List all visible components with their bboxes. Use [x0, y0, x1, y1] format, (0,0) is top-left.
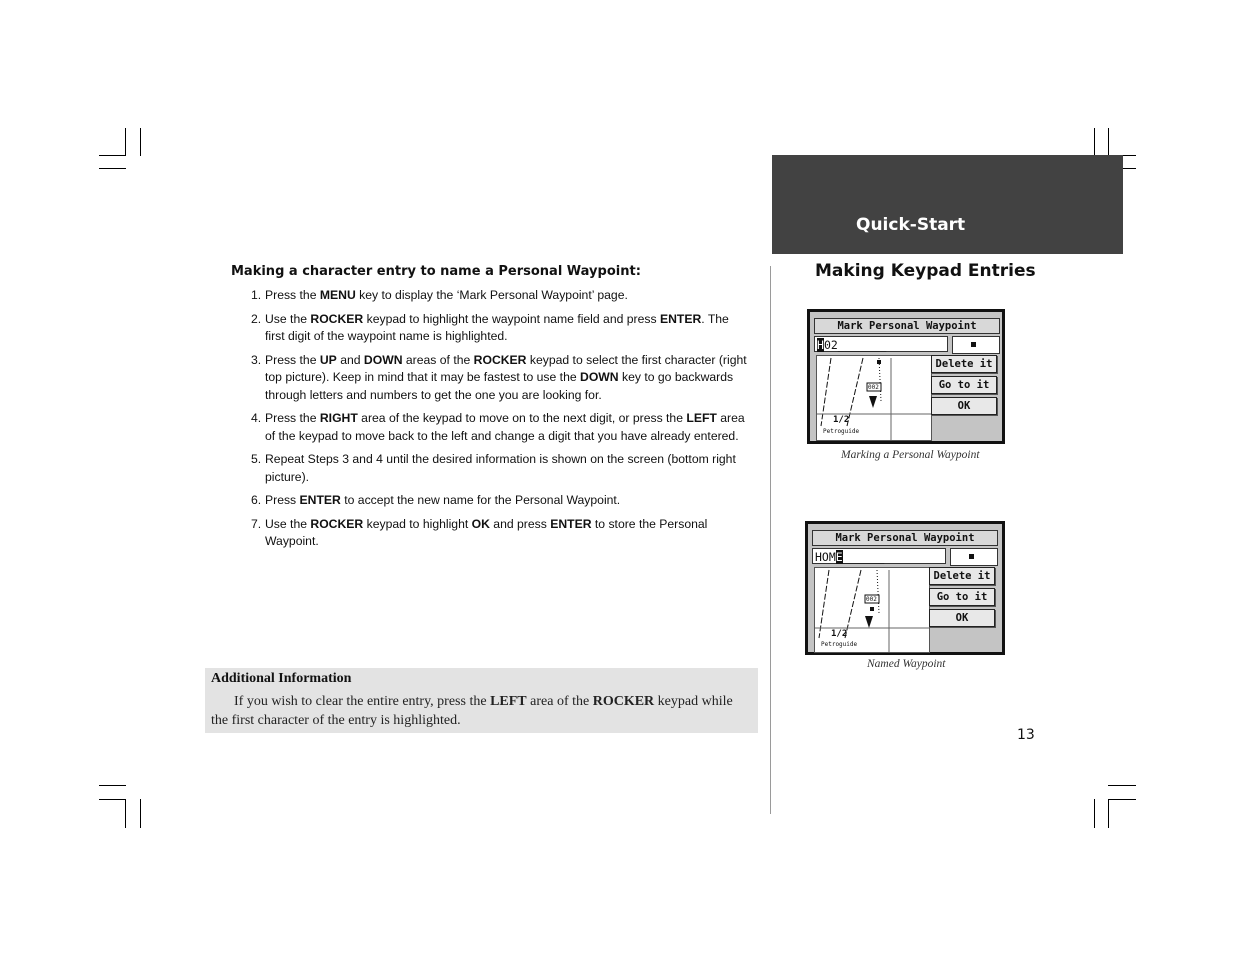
step-number: 7.	[251, 516, 262, 531]
waypoint-name-field: HOME______	[812, 548, 946, 564]
step-number: 3.	[251, 352, 262, 367]
ok-button[interactable]: OK	[929, 609, 995, 627]
step-item: 4. Press the RIGHT area of the keypad to move on to the next digit, or press the LEFT area of the keypad to move back to the left and change a digit that you have already entered.	[251, 411, 745, 443]
section-band-title: Quick-Start	[856, 215, 966, 235]
figure-caption-named: Named Waypoint	[867, 658, 946, 670]
step-item: 1. Press the MENU key to display the ‘Mark Personal Waypoint’ page.	[231, 287, 751, 305]
figure-caption-marking: Marking a Personal Waypoint	[841, 449, 980, 461]
map-footer: Petroguide	[821, 641, 858, 648]
waypoint-symbol-icon	[969, 554, 974, 559]
waypoint-symbol-icon	[971, 342, 976, 347]
map-preview	[814, 567, 930, 653]
position-arrow-icon	[869, 396, 877, 408]
go-to-it-button[interactable]: Go to it	[931, 376, 997, 394]
go-to-it-button[interactable]: Go to it	[929, 588, 995, 606]
steps-list	[231, 287, 751, 557]
info-title: Additional Information	[211, 671, 352, 686]
step-number: 4.	[251, 411, 262, 425]
section-title: Making Keypad Entries	[815, 261, 1036, 281]
map-drawing	[815, 568, 929, 652]
step-number: 6.	[251, 493, 262, 507]
steps-heading: Making a character entry to name a Personal Waypoint:	[231, 264, 641, 279]
info-text: If you wish to clear the entire entry, press the LEFT area of the ROCKER keypad while the first character of the entry is highlighted.	[211, 694, 733, 728]
step-item: 3. Press the UP and DOWN areas of the ROCKER keypad to select the first character (right top picture). Keep in mind that it may be fastest to use the DOWN key to go backwards through letters and numbers to get the one you are looking for.	[251, 352, 747, 402]
gps-screen-named	[805, 521, 1005, 655]
map-waypoint-label: 002	[868, 384, 879, 391]
waypoint-name-field: H02_______	[814, 336, 948, 352]
screen-title: Mark Personal Waypoint	[814, 318, 1000, 334]
delete-it-button[interactable]: Delete it	[931, 355, 997, 373]
page-number: 13	[1017, 727, 1035, 743]
highlighted-character: E	[835, 550, 843, 564]
highlighted-character: H	[817, 338, 824, 352]
waypoint-symbol-field	[952, 336, 1000, 354]
step-number: 2.	[251, 311, 262, 326]
step-item: 6. Press ENTER to accept the new name for the Personal Waypoint.	[231, 492, 751, 510]
map-scale: 1/2	[831, 629, 848, 639]
ok-button[interactable]: OK	[931, 397, 997, 415]
screen-title: Mark Personal Waypoint	[812, 530, 998, 546]
gps-screen-body	[808, 524, 1002, 652]
map-waypoint-label: 002	[866, 596, 877, 603]
gps-screen-body	[810, 312, 1002, 441]
step-number: 1.	[251, 288, 262, 302]
map-footer: Petroguide	[823, 428, 860, 435]
step-item: 5. Repeat Steps 3 and 4 until the desired information is shown on the screen (bottom right picture).	[251, 452, 736, 484]
gps-screen-marking	[807, 309, 1005, 444]
position-arrow-icon	[865, 616, 873, 628]
map-scale: 1/2	[833, 415, 850, 425]
step-item: 7. Use the ROCKER keypad to highlight OK and press ENTER to store the Personal Waypoint.	[251, 516, 708, 548]
step-item: 2. Use the ROCKER keypad to highlight the waypoint name field and press ENTER. The first digit of the waypoint name is highlighted.	[251, 311, 729, 343]
waypoint-symbol-field	[950, 548, 998, 566]
section-band	[772, 155, 1123, 254]
map-preview	[816, 355, 932, 441]
column-divider	[770, 266, 771, 814]
delete-it-button[interactable]: Delete it	[929, 567, 995, 585]
step-number: 5.	[251, 452, 262, 466]
